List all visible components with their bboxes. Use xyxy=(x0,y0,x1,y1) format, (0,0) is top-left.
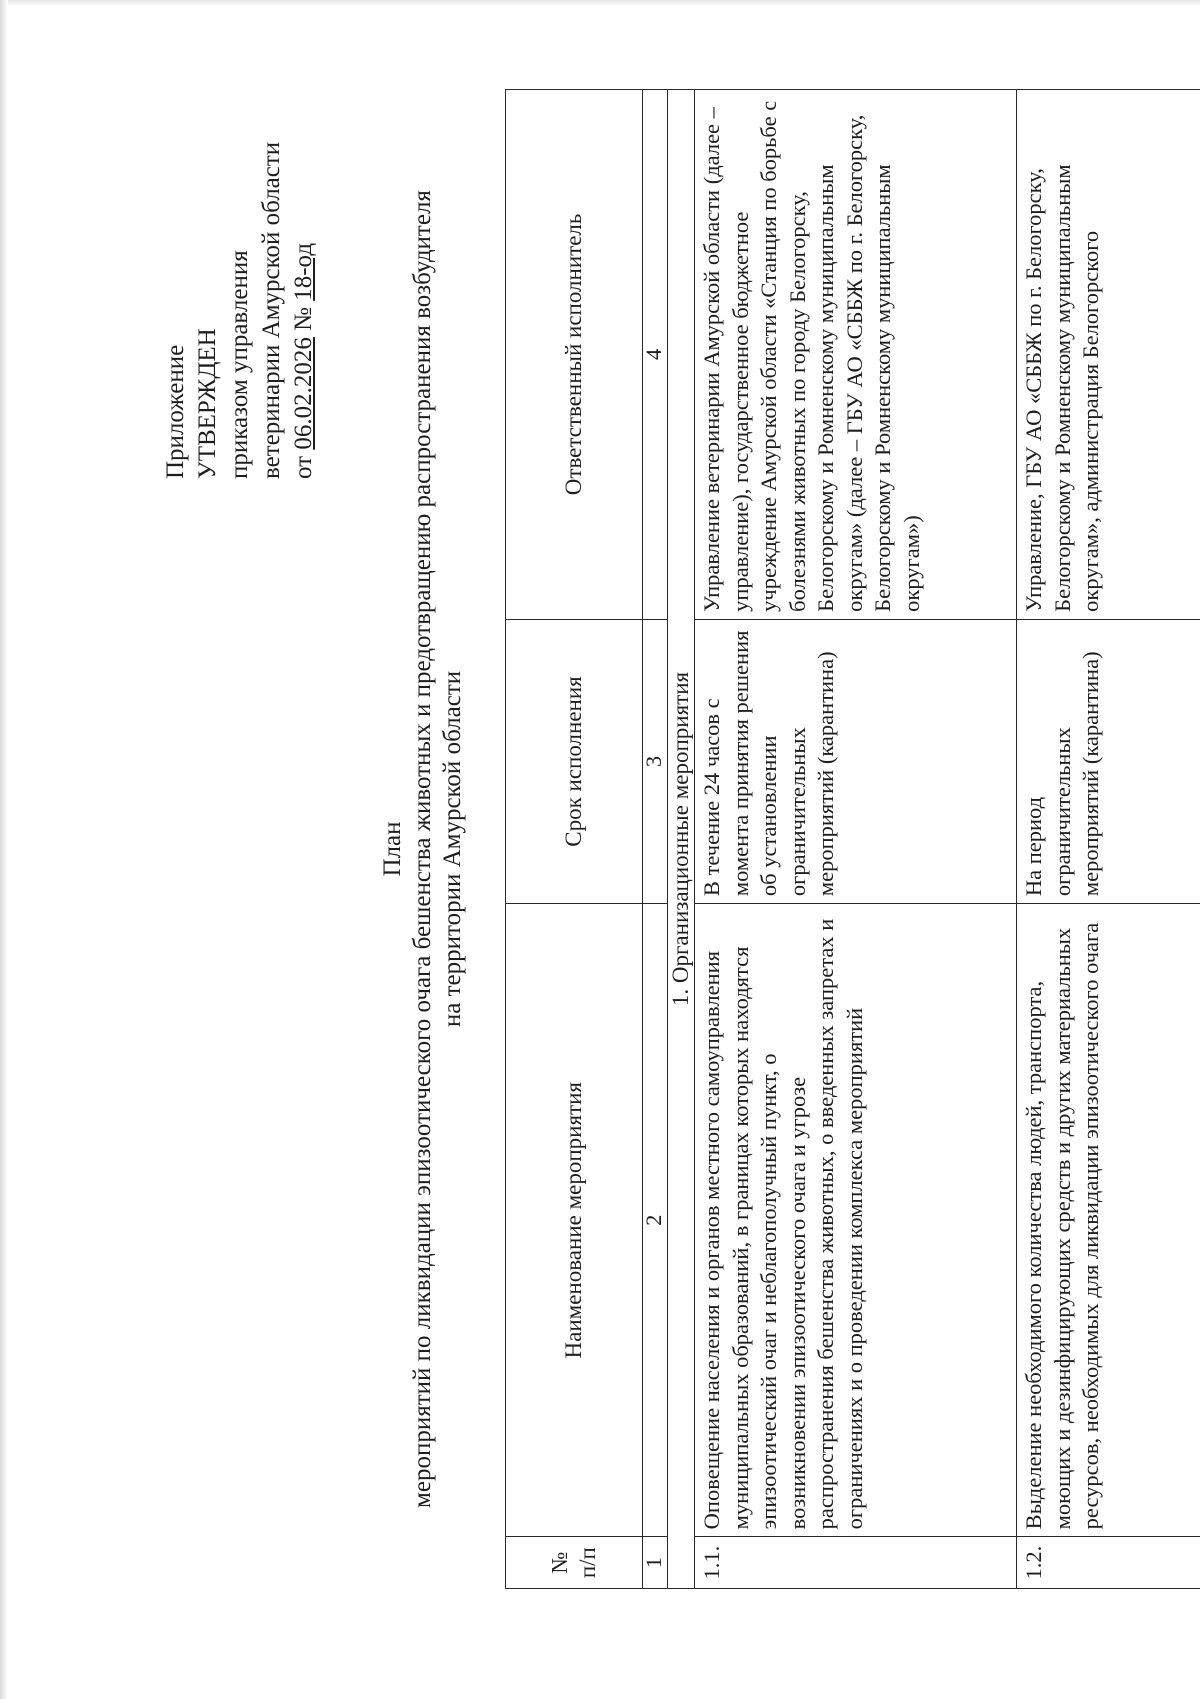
title-line-1: мероприятий по ликвидации эпизоотического очага бешенства животных и предотвращению распространения возбудителя xyxy=(409,190,436,1508)
table-row xyxy=(695,90,1017,1589)
column-number: 3 xyxy=(643,619,668,903)
section-heading: 1. Организационные мероприятия xyxy=(668,90,695,1589)
table-header-row xyxy=(506,90,643,1589)
row-term: На период ограничительных мероприятий (карантина) xyxy=(1017,619,1200,903)
approval-number: 18-од xyxy=(290,242,317,301)
approval-from: от xyxy=(290,455,317,479)
approval-line-appendix: Приложение xyxy=(162,344,189,479)
column-number: 4 xyxy=(643,90,668,620)
table-row xyxy=(1017,90,1200,1589)
row-activity-name: Выделение необходимого количества людей, транспорта, моющих и дезинфицирующих средств и других материальных ресурсов, необходимых для ликвидации эпизоотического очага xyxy=(1017,904,1200,1537)
row-activity-name: Оповещение населения и органов местного самоуправления муниципальных образований, в границах которых находятся эпизоотический очаг и неблагополучный пункт, о возникновении эпизоотического очага и угрозе распространения бешенства животных, о введенных запретах и ограничениях и о проведении комплекса мероприятий xyxy=(695,904,1017,1537)
title-plan: План xyxy=(379,821,406,877)
row-number: 1.1. xyxy=(695,1537,1017,1589)
section-heading-row xyxy=(668,90,695,1589)
column-number: 2 xyxy=(643,904,668,1537)
header-term: Срок исполнения xyxy=(506,619,643,903)
header-name: Наименование мероприятия xyxy=(506,904,643,1537)
row-number: 1.2. xyxy=(1017,1537,1200,1589)
header-executor: Ответственный исполнитель xyxy=(506,90,643,620)
approval-line-order: приказом управления xyxy=(226,250,253,479)
title-line-2: на территории Амурской области xyxy=(439,670,466,1028)
document-title xyxy=(378,99,468,1599)
approval-number-sign: № xyxy=(290,307,317,331)
approval-stamp-block xyxy=(160,39,320,479)
row-term: В течение 24 часов с момента принятия решения об установлении ограничительных мероприятий (карантина) xyxy=(695,619,1017,903)
column-number: 1 xyxy=(643,1537,668,1589)
approval-line-date xyxy=(288,39,320,479)
header-number: № п/п xyxy=(506,1537,643,1589)
approval-date: 06.02.2026 xyxy=(290,337,317,450)
column-number-row xyxy=(643,90,668,1589)
row-executor: Управление ветеринарии Амурской области (далее – управление), государственное бюджетное учреждение Амурской области «Станция по борьбе с болезнями животных по городу Белогорску, Белогорскому и Ромненскому муниципальным округам» (далее – ГБУ АО «СББЖ по г. Белогорску, Белогорскому и Ромненскому муниципальным округам») xyxy=(695,90,1017,620)
row-executor: Управление, ГБУ АО «СББЖ по г. Белогорску, Белогорскому и Ромненскому муниципальным округам», администрация Белогорского xyxy=(1017,90,1200,620)
approval-line-approved: УТВЕРЖДЕН xyxy=(194,328,221,479)
plan-table xyxy=(505,89,1200,1589)
approval-line-department: ветеринарии Амурской области xyxy=(258,141,285,479)
